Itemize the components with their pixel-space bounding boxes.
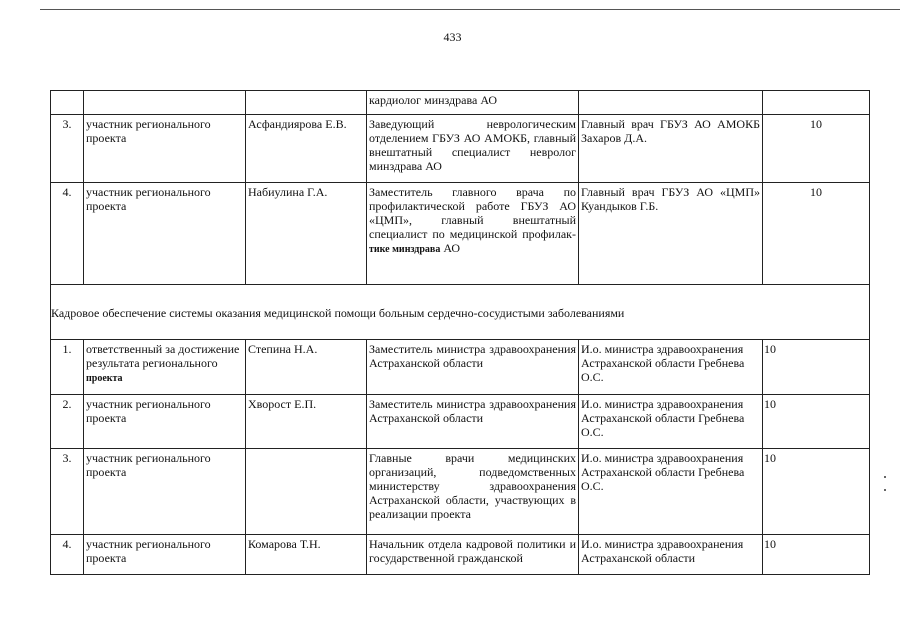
- role-cell: участник регионального проекта: [84, 115, 246, 183]
- row-number: 3.: [51, 115, 84, 183]
- role-cell: участник регионального проекта: [84, 449, 246, 535]
- percent-cell: 10: [763, 183, 870, 285]
- supervisor-cell: И.о. министра здравоохранения Астраханской области: [579, 535, 763, 575]
- page-number: 433: [443, 30, 462, 44]
- name-cell: Степина Н.А.: [246, 340, 367, 395]
- percent-cell: 10: [763, 340, 870, 395]
- scan-speck: [884, 476, 886, 478]
- scan-speck: [884, 489, 886, 491]
- percent-cell: 10: [763, 449, 870, 535]
- section-row: [51, 285, 870, 340]
- percent-cell: 10: [763, 535, 870, 575]
- row-number: 2.: [51, 395, 84, 449]
- row-number: 1.: [51, 340, 84, 395]
- supervisor-cell: И.о. министра здравоохранения Астраханской области Гребнева О.С.: [579, 395, 763, 449]
- table-row: [51, 340, 870, 395]
- section-title: Кадровое обеспечение системы оказания медицинской помощи больным сердечно-сосудистыми заболеваниями: [51, 285, 870, 340]
- position-text: Заместитель главного врача по профилактической работе ГБУЗ АО «ЦМП», главный внештатный специалист по медицинской профилак-: [369, 185, 576, 241]
- table-row: [51, 449, 870, 535]
- supervisor-cell: Главный врач ГБУЗ АО «ЦМП» Куандыков Г.Б.: [579, 183, 763, 285]
- table-row: [51, 91, 870, 115]
- name-cell: Набиулина Г.А.: [246, 183, 367, 285]
- name-cell: Асфандиярова Е.В.: [246, 115, 367, 183]
- position-cell: [367, 183, 579, 285]
- position-cell: Главные врачи медицинских организаций, подведомственных министерству здравоохранения Астраханской области, участвующих в реализации проекта: [367, 449, 579, 535]
- position-text-end: АО: [440, 241, 461, 255]
- position-cell: кардиолог минздрава АО: [367, 91, 579, 115]
- table-row: [51, 395, 870, 449]
- name-cell: [246, 91, 367, 115]
- name-cell: Комарова Т.Н.: [246, 535, 367, 575]
- role-text: ответственный за достижение результата регионального: [86, 342, 240, 370]
- percent-cell: [763, 91, 870, 115]
- top-rule: [40, 9, 900, 10]
- position-cell: Заведующий неврологическим отделением ГБУЗ АО АМОКБ, главный внештатный специалист невролог минздрава АО: [367, 115, 579, 183]
- role-cell: участник регионального проекта: [84, 183, 246, 285]
- position-cell: Заместитель министра здравоохранения Астраханской области: [367, 395, 579, 449]
- supervisor-cell: [579, 91, 763, 115]
- position-cell: Заместитель министра здравоохранения Астраханской области: [367, 340, 579, 395]
- position-text-bold: тике минздрава: [369, 244, 441, 255]
- name-cell: [246, 449, 367, 535]
- role-cell: участник регионального проекта: [84, 535, 246, 575]
- row-number: 4.: [51, 183, 84, 285]
- percent-cell: 10: [763, 395, 870, 449]
- supervisor-cell: Главный врач ГБУЗ АО АМОКБ Захаров Д.А.: [579, 115, 763, 183]
- row-number: 3.: [51, 449, 84, 535]
- role-cell: [84, 340, 246, 395]
- position-cell: Начальник отдела кадровой политики и государственной гражданской: [367, 535, 579, 575]
- staffing-table: [50, 90, 870, 575]
- row-number: [51, 91, 84, 115]
- supervisor-cell: И.о. министра здравоохранения Астраханской области Гребнева О.С.: [579, 340, 763, 395]
- table-row: [51, 115, 870, 183]
- table-row: [51, 535, 870, 575]
- role-text-bold: проекта: [86, 373, 123, 384]
- role-cell: участник регионального проекта: [84, 395, 246, 449]
- row-number: 4.: [51, 535, 84, 575]
- table-row: [51, 183, 870, 285]
- name-cell: Хворост Е.П.: [246, 395, 367, 449]
- percent-cell: 10: [763, 115, 870, 183]
- supervisor-cell: И.о. министра здравоохранения Астраханской области Гребнева О.С.: [579, 449, 763, 535]
- role-cell: [84, 91, 246, 115]
